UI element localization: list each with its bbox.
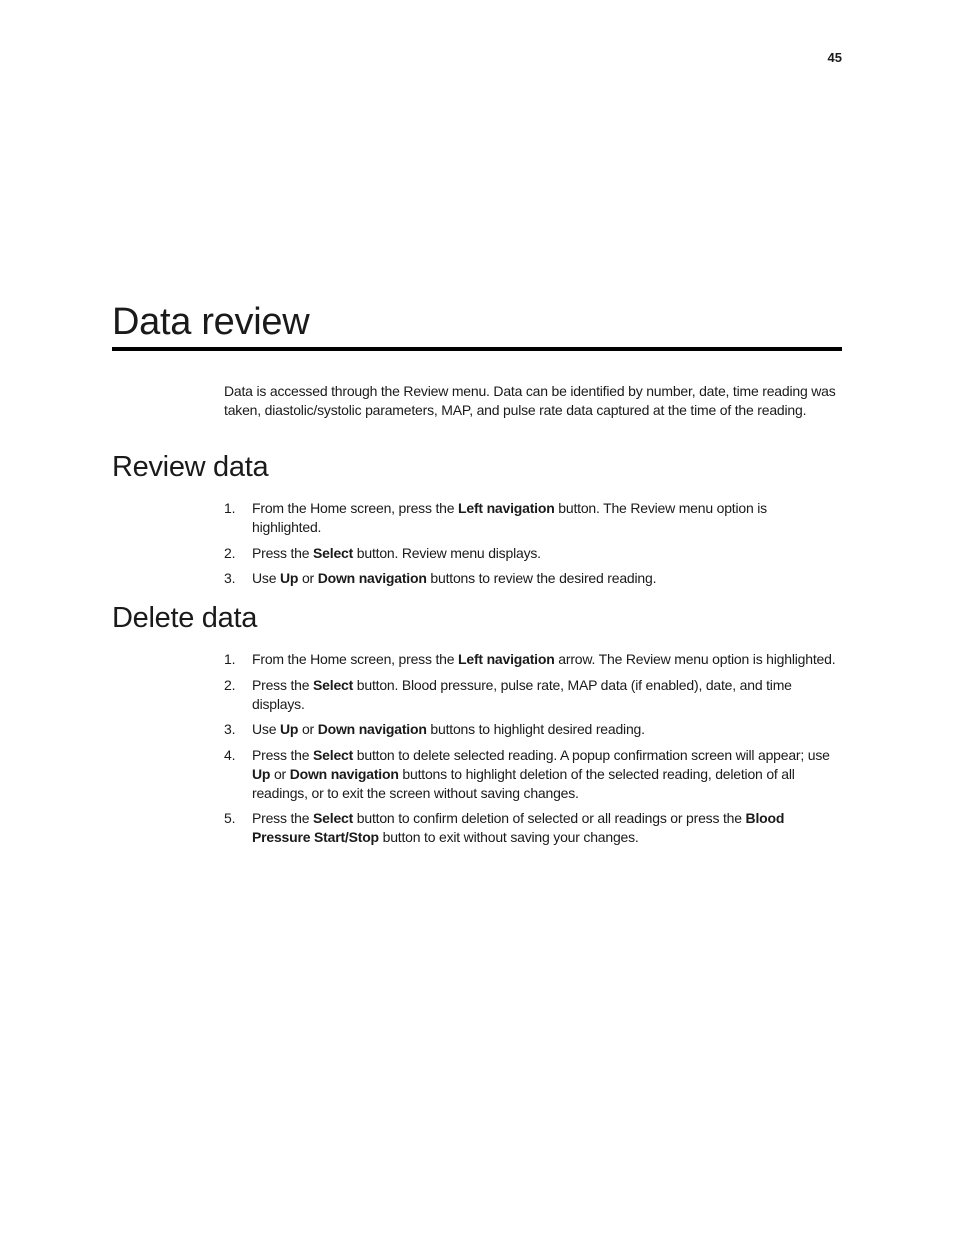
- page-number: 45: [827, 50, 842, 65]
- section-title-review-data: Review data: [112, 451, 269, 483]
- step-text: button to confirm deletion of selected or all readings or press the: [353, 810, 746, 826]
- step-text: buttons to review the desired reading.: [426, 570, 657, 586]
- step-bold: Select: [313, 810, 354, 826]
- step-bold: Up: [280, 570, 299, 586]
- list-item: [224, 746, 839, 803]
- chapter-title: Data review: [112, 301, 310, 343]
- step-text: or: [270, 765, 290, 782]
- step-text: From the Home screen, press the: [252, 651, 459, 667]
- step-text: or: [298, 570, 318, 586]
- step-text: button. Review menu displays.: [353, 544, 541, 561]
- list-item: [224, 499, 839, 537]
- chapter-intro: Data is accessed through the Review menu. Data can be identified by number, date, time reading was taken, diastolic/systolic parameters, MAP, and pulse rate data captured at the time of the reading.: [224, 383, 836, 418]
- step-bold: Down navigation: [317, 721, 427, 737]
- step-bold: Left navigation: [458, 651, 555, 667]
- step-text: Press the: [252, 676, 314, 693]
- step-number: 4.: [224, 746, 236, 763]
- step-text: Press the: [252, 544, 314, 561]
- step-text: arrow. The Review menu option is highlighted.: [554, 651, 836, 667]
- list-item: [224, 569, 839, 588]
- list-item: [224, 544, 839, 563]
- step-text: button to delete selected reading. A popup confirmation screen will appear; use: [353, 746, 830, 763]
- step-bold: Down navigation: [317, 570, 427, 586]
- step-text: or: [298, 721, 318, 737]
- step-bold: Select: [313, 544, 354, 561]
- step-text: Press the: [252, 746, 314, 763]
- step-bold: Up: [280, 721, 299, 737]
- list-item: [224, 650, 839, 669]
- step-bold: Select: [313, 746, 354, 763]
- section-title-delete-data: Delete data: [112, 602, 258, 634]
- step-text: Use: [252, 721, 280, 737]
- step-text: From the Home screen, press the: [252, 500, 459, 516]
- step-text: button. The Review menu option is highlighted.: [252, 500, 767, 535]
- step-text: Press the: [252, 810, 314, 826]
- step-bold: Down navigation: [289, 765, 399, 782]
- step-number: 3.: [224, 570, 236, 586]
- step-text: button to exit without saving your changes.: [378, 829, 639, 845]
- chapter-rule: [112, 347, 842, 351]
- step-text: buttons to highlight deletion of the selected reading, deletion of all readings, or to exit the screen without saving changes.: [252, 765, 795, 801]
- step-text: buttons to highlight desired reading.: [426, 721, 645, 737]
- step-bold: Left navigation: [458, 500, 555, 516]
- step-number: 1.: [224, 651, 236, 667]
- delete-data-steps: [224, 650, 839, 854]
- list-item: [224, 676, 839, 714]
- list-item: [224, 809, 839, 847]
- step-number: 3.: [224, 721, 236, 737]
- step-number: 2.: [224, 676, 236, 693]
- step-number: 1.: [224, 500, 236, 516]
- review-data-steps: [224, 499, 839, 595]
- step-bold: Select: [313, 676, 354, 693]
- step-number: 2.: [224, 544, 236, 561]
- step-bold: Up: [252, 765, 271, 782]
- step-bold: Blood Pressure Start/Stop: [252, 810, 785, 845]
- step-number: 5.: [224, 810, 236, 826]
- step-text: button. Blood pressure, pulse rate, MAP data (if enabled), date, and time displays.: [252, 676, 792, 712]
- list-item: [224, 720, 839, 739]
- step-text: Use: [252, 570, 280, 586]
